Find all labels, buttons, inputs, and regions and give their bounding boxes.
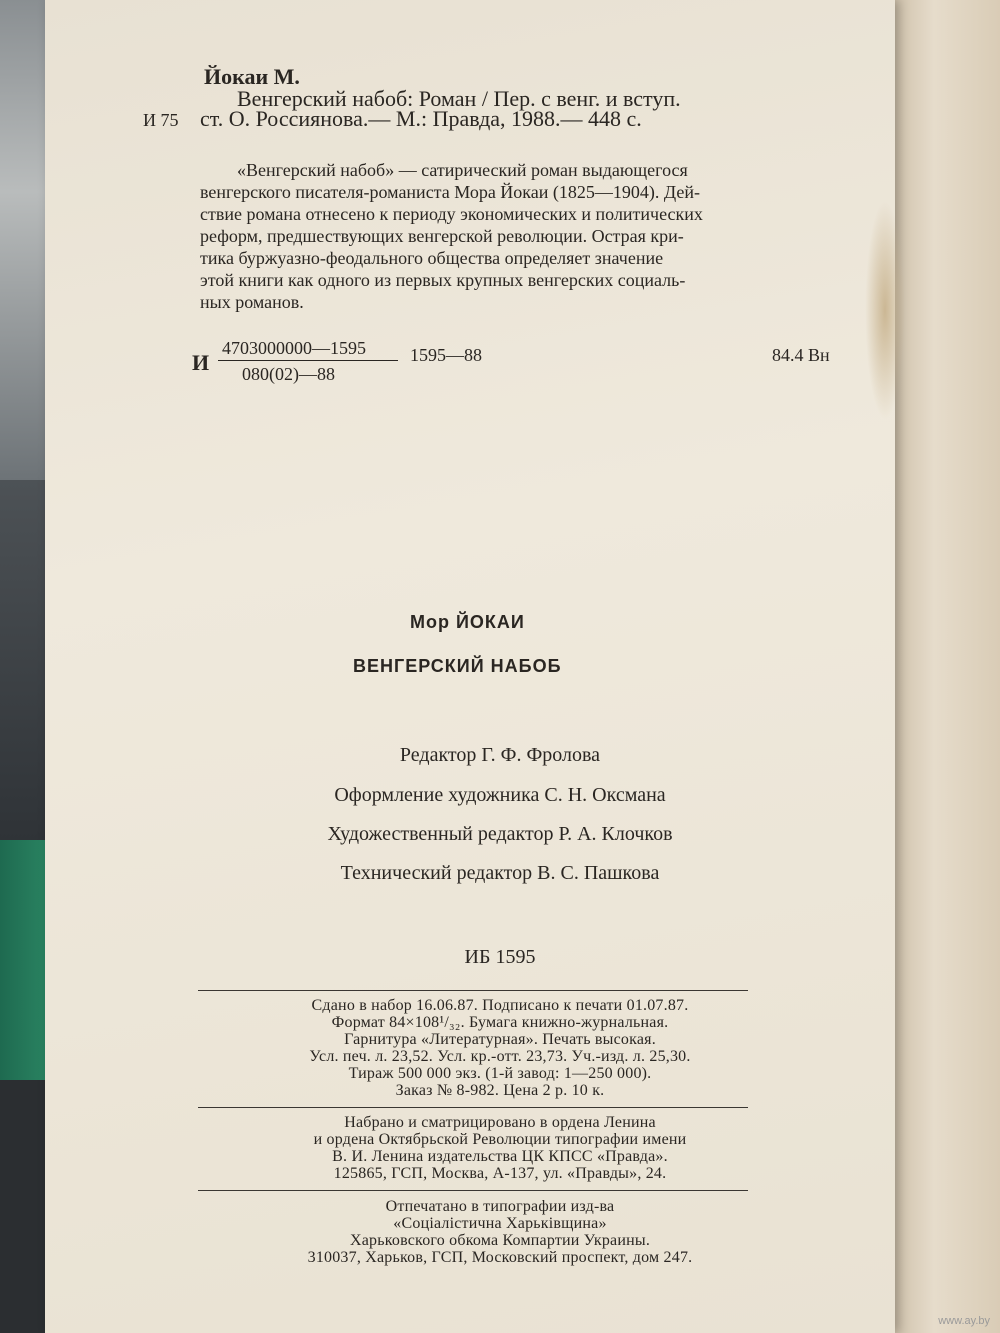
index-denominator: 080(02)—88 [242, 364, 335, 384]
typeset-line: В. И. Ленина издательства ЦК КПСС «Правда». [332, 1148, 668, 1165]
print-spec-line: Тираж 500 000 экз. (1-й завод: 1—250 000). [348, 1065, 652, 1082]
printed-line: 310037, Харьков, ГСП, Московский проспект, дом 247. [307, 1249, 693, 1266]
printed-line: Харьковского обкома Компартии Украины. [349, 1232, 651, 1249]
printed-line: Отпечатано в типографии изд-ва [385, 1198, 615, 1215]
typeset-line: Набрано и сматрицировано в ордена Ленина [344, 1114, 656, 1131]
print-spec-line: Гарнитура «Литературная». Печать высокая. [344, 1031, 656, 1048]
index-numerator: 4703000000—1595 [222, 338, 366, 358]
annotation-line: ствие романа отнесено к периоду экономических и политических [200, 204, 703, 224]
typeset-line: и ордена Октябрьской Революции типографии имени [313, 1131, 687, 1148]
ib-number: ИБ 1595 [464, 946, 536, 968]
print-spec-line: Заказ № 8-982. Цена 2 р. 10 к. [395, 1082, 605, 1099]
watermark: www.ay.by [938, 1315, 990, 1327]
index-letter: И [192, 350, 210, 375]
annotation-line: «Венгерский набоб» — сатирический роман выдающегося [237, 160, 688, 180]
annotation-line: тика буржуазно-феодального общества определяет значение [200, 248, 664, 268]
credit-tech-editor: Технический редактор В. С. Пашкова [340, 862, 660, 884]
divider [198, 1190, 748, 1191]
annotation-line: реформ, предшествующих венгерской революции. Острая кри- [200, 226, 684, 246]
divider [198, 1107, 748, 1108]
typeset-line: 125865, ГСП, Москва, А-137, ул. «Правды», 24. [333, 1165, 667, 1182]
catalog-line-2: ст. О. Россиянова.— М.: Правда, 1988.— 448 с. [200, 106, 642, 131]
credit-art-editor: Художественный редактор Р. А. Клочков [327, 823, 673, 845]
annotation-line: ных романов. [200, 292, 304, 312]
fraction-line [218, 360, 398, 361]
page-stain [865, 200, 905, 420]
catalog-code: И 75 [143, 110, 179, 130]
annotation-line: этой книги как одного из первых крупных венгерских социаль- [200, 270, 686, 290]
catalog-line-1: Венгерский набоб: Роман / Пер. с венг. и вступ. [237, 86, 681, 111]
print-spec-line: Усл. печ. л. 23,52. Усл. кр.-отт. 23,73. Уч.-изд. л. 25,30. [309, 1048, 691, 1065]
print-spec-line: Сдано в набор 16.06.87. Подписано к печати 01.07.87. [311, 997, 689, 1014]
book-author: Мор ЙОКАИ [410, 612, 525, 632]
catalog-author: Йокаи М. [204, 64, 300, 89]
credit-designer: Оформление художника С. Н. Оксмана [334, 784, 666, 806]
index-number: 1595—88 [410, 345, 482, 365]
book-title: ВЕНГЕРСКИЙ НАБОБ [353, 656, 562, 676]
classification-code: 84.4 Вн [772, 345, 830, 365]
printed-line: «Соцiалiстична Харькiвщина» [393, 1215, 607, 1232]
divider [198, 990, 748, 991]
print-spec-line: Формат 84×108¹/₃₂. Бумага книжно-журнальная. [331, 1014, 669, 1031]
credit-editor: Редактор Г. Ф. Фролова [399, 744, 601, 766]
annotation-line: венгерского писателя-романиста Мора Йокаи (1825—1904). Дей- [200, 182, 701, 202]
